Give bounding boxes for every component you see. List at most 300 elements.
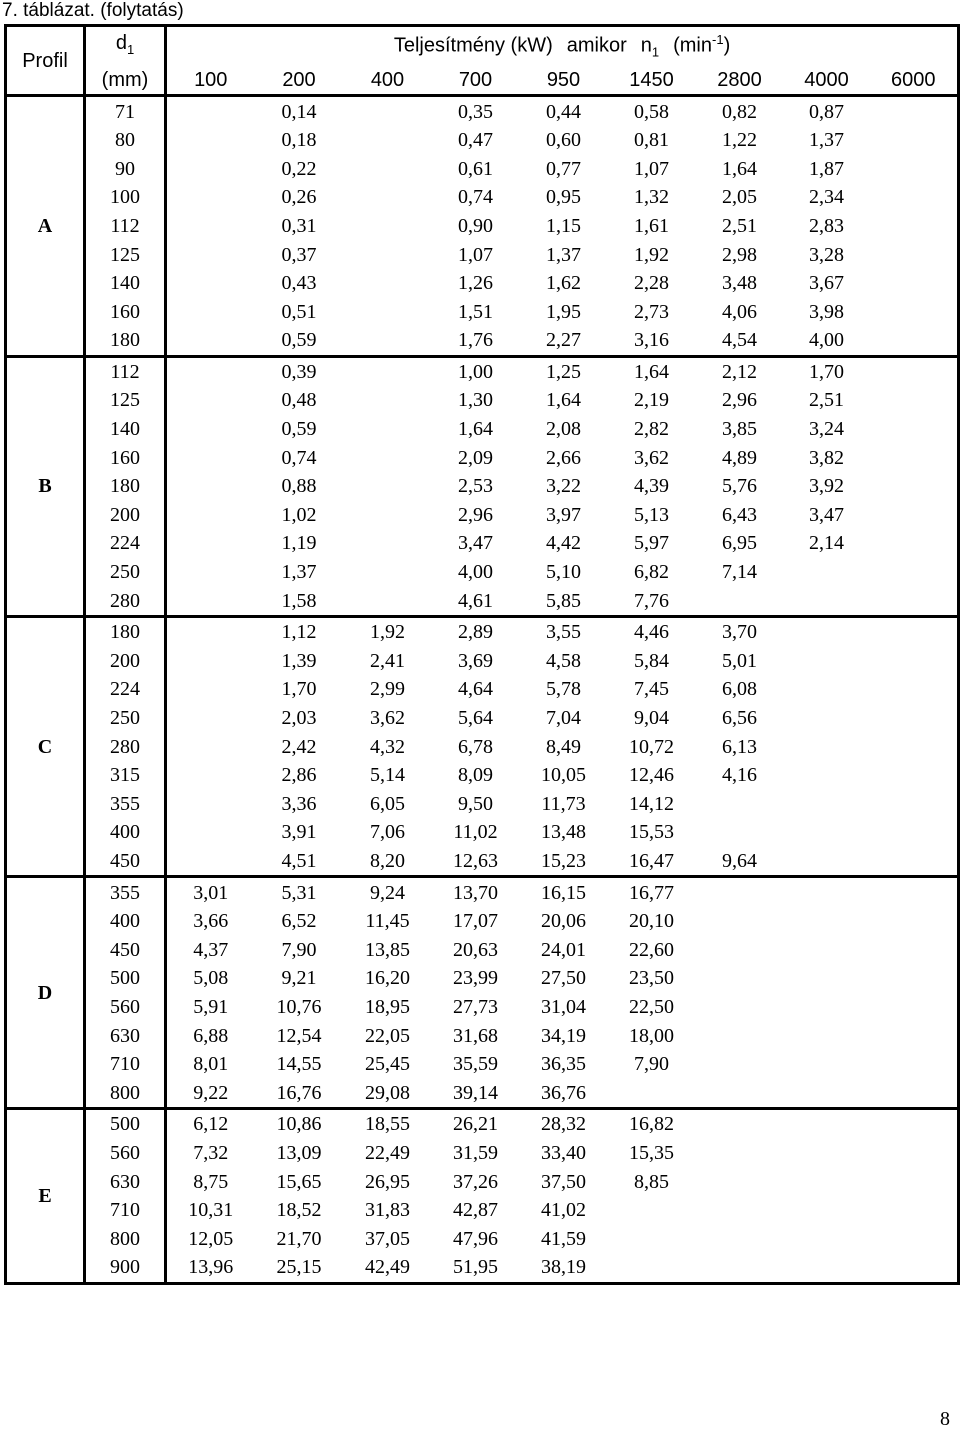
power-cell: 6,52: [281, 910, 317, 933]
power-cell: [166, 297, 255, 326]
power-cell: [344, 126, 432, 155]
power-cell: 6,78: [458, 735, 493, 758]
speed-header: 400: [370, 68, 405, 91]
power-cell: 5,97: [634, 532, 669, 555]
power-cell: [870, 1224, 959, 1253]
power-cell: 22,05: [365, 1024, 410, 1047]
header-row-2: [6, 66, 959, 96]
power-cell: 8,75: [193, 1170, 229, 1193]
power-cell: 7,90: [281, 938, 317, 961]
power-cell: 1,25: [520, 356, 608, 386]
power-cell: 5,85: [546, 589, 581, 612]
table-caption: 7. táblázat. (folytatás): [2, 0, 184, 21]
power-cell: [784, 790, 870, 819]
power-cell: [166, 472, 255, 501]
diameter-cell: 180: [85, 616, 166, 646]
power-cell: 7,45: [634, 678, 669, 701]
power-cell: [344, 586, 432, 616]
power-cell: [344, 558, 432, 587]
power-cell: 3,24: [809, 418, 844, 441]
profile-label: C: [6, 616, 85, 876]
power-cell: 10,72: [629, 735, 674, 758]
power-cell: 2,03: [281, 707, 317, 730]
speed-header: 950: [546, 68, 581, 91]
power-cell: 1,15: [546, 214, 581, 237]
power-cell: 0,81: [634, 129, 669, 152]
power-cell: 12,05: [188, 1227, 234, 1250]
power-cell: 13,48: [541, 821, 586, 844]
power-cell: [696, 1050, 784, 1079]
power-cell: [784, 993, 870, 1022]
power-cell: [870, 1167, 959, 1196]
table-row: [6, 558, 959, 587]
power-cell: 6,08: [722, 678, 757, 701]
power-cell: 4,54: [722, 329, 757, 352]
power-cell: 0,74: [458, 186, 493, 209]
power-cell: [166, 704, 255, 733]
power-cell: 26,95: [365, 1170, 410, 1193]
power-cell: 11,73: [541, 792, 586, 815]
table-row: [6, 154, 959, 183]
table-row: [6, 529, 959, 558]
power-cell: 31,59: [453, 1141, 498, 1164]
power-cell: [344, 356, 432, 386]
power-cell: 6,95: [722, 532, 757, 555]
power-cell: 1,70: [784, 356, 870, 386]
power-cell: 31,68: [453, 1024, 498, 1047]
power-cell: 2,96: [458, 503, 493, 526]
power-cell: 13,96: [166, 1253, 255, 1283]
power-cell: [166, 501, 255, 530]
diameter-cell: 710: [85, 1196, 166, 1225]
table-row: [6, 907, 959, 936]
power-cell: 2,98: [722, 243, 757, 266]
power-cell: 1,64: [458, 418, 493, 441]
power-cell: [696, 877, 784, 907]
profile-label: E: [6, 1109, 85, 1284]
power-cell: 3,70: [696, 616, 784, 646]
power-cell: 35,59: [453, 1053, 498, 1076]
power-cell: [166, 847, 255, 877]
power-cell: [870, 240, 959, 269]
power-cell: 42,49: [344, 1253, 432, 1283]
power-cell: [344, 472, 432, 501]
power-cell: 20,06: [541, 910, 586, 933]
diameter-cell: 710: [85, 1050, 166, 1079]
power-cell: [166, 443, 255, 472]
power-cell: 8,49: [546, 735, 581, 758]
power-cell: [696, 907, 784, 936]
power-cell: 3,97: [546, 503, 581, 526]
power-header: Teljesítmény (kW) amikor $n_1$ $(\min^{-1})$: [166, 26, 959, 66]
power-cell: [870, 1050, 959, 1079]
diameter-cell: 500: [85, 1109, 166, 1139]
power-cell: [166, 732, 255, 761]
diameter-cell: 112: [85, 212, 166, 241]
power-cell: 15,65: [276, 1170, 322, 1193]
power-cell: 1,39: [281, 649, 317, 672]
table-row: [6, 1253, 959, 1283]
diameter-cell: 125: [85, 386, 166, 415]
power-cell: 16,15: [520, 877, 608, 907]
power-cell: 5,01: [722, 649, 757, 672]
power-cell: 6,12: [166, 1109, 255, 1139]
power-cell: 16,82: [608, 1109, 696, 1139]
power-cell: 2,41: [370, 649, 405, 672]
power-cell: [166, 154, 255, 183]
power-cell: [870, 297, 959, 326]
table-row: [6, 472, 959, 501]
table-row: [6, 647, 959, 676]
diameter-cell: 71: [85, 96, 166, 126]
power-cell: 37,26: [453, 1170, 498, 1193]
power-cell: [870, 1196, 959, 1225]
diameter-cell: 450: [85, 847, 166, 877]
power-cell: 1,51: [458, 300, 493, 323]
power-cell: 37,05: [365, 1227, 410, 1250]
power-cell: 5,14: [370, 764, 405, 787]
power-cell: 1,95: [546, 300, 581, 323]
power-cell: [608, 1253, 696, 1283]
power-cell: 15,23: [541, 849, 586, 872]
power-cell: 41,02: [541, 1199, 586, 1222]
power-cell: 1,61: [634, 214, 669, 237]
power-cell: 2,51: [809, 389, 844, 412]
power-cell: [870, 993, 959, 1022]
power-cell: [696, 935, 784, 964]
table-row: [6, 818, 959, 847]
power-cell: 5,08: [193, 967, 229, 990]
diameter-cell: 200: [85, 501, 166, 530]
power-cell: [784, 818, 870, 847]
power-cell: 0,22: [281, 157, 317, 180]
power-cell: 6,05: [370, 792, 405, 815]
power-cell: 9,21: [281, 967, 317, 990]
diameter-cell: 280: [85, 586, 166, 616]
table-row: [6, 443, 959, 472]
power-cell: 7,32: [193, 1141, 229, 1164]
power-cell: [870, 704, 959, 733]
power-cell: 2,19: [634, 389, 669, 412]
table-row: [6, 1139, 959, 1168]
power-cell: [784, 1224, 870, 1253]
power-cell: 47,96: [453, 1227, 498, 1250]
diameter-cell: 250: [85, 704, 166, 733]
power-cell: [344, 529, 432, 558]
table-row: [6, 675, 959, 704]
power-cell: [166, 675, 255, 704]
power-cell: [784, 558, 870, 587]
power-cell: 0,74: [281, 446, 317, 469]
diameter-cell: 400: [85, 818, 166, 847]
d1-header: $d_1$: [85, 26, 166, 66]
power-cell: [870, 907, 959, 936]
power-cell: [784, 1021, 870, 1050]
table-row: [6, 326, 959, 356]
power-cell: 23,99: [453, 967, 498, 990]
power-cell: 24,01: [541, 938, 586, 961]
power-cell: [784, 616, 870, 646]
power-cell: [784, 704, 870, 733]
power-cell: 5,13: [634, 503, 669, 526]
power-cell: [344, 501, 432, 530]
power-cell: 37,50: [541, 1170, 586, 1193]
power-cell: [344, 443, 432, 472]
power-cell: 51,95: [432, 1253, 520, 1283]
power-cell: 9,22: [193, 1081, 229, 1104]
power-cell: 12,46: [629, 764, 674, 787]
table-row: [6, 732, 959, 761]
table-row: [6, 935, 959, 964]
power-cell: 31,83: [365, 1199, 410, 1222]
power-cell: 26,21: [432, 1109, 520, 1139]
table-row: [6, 1196, 959, 1225]
power-cell: [870, 443, 959, 472]
power-cell: 4,51: [281, 849, 317, 872]
table-row: [6, 183, 959, 212]
power-cell: 3,16: [634, 329, 669, 352]
power-cell: 4,37: [193, 938, 229, 961]
power-cell: [344, 96, 432, 126]
power-cell: 1,64: [608, 356, 696, 386]
power-cell: 2,09: [458, 446, 493, 469]
table-row: [6, 96, 959, 126]
header-row-1: [6, 26, 959, 66]
table-row: [6, 212, 959, 241]
power-cell: [784, 1078, 870, 1108]
power-cell: 1,07: [458, 243, 493, 266]
power-cell: 4,06: [722, 300, 757, 323]
table-row: [6, 240, 959, 269]
power-cell: [696, 1139, 784, 1168]
power-cell: [784, 732, 870, 761]
power-cell: 3,69: [458, 649, 493, 672]
power-cell: 0,26: [281, 186, 317, 209]
power-cell: [870, 183, 959, 212]
power-cell: 3,62: [634, 446, 669, 469]
speed-header: 700: [458, 68, 493, 91]
power-cell: [166, 415, 255, 444]
power-cell: 4,46: [608, 616, 696, 646]
power-cell: 18,00: [629, 1024, 674, 1047]
power-cell: 10,86: [255, 1109, 344, 1139]
power-cell: 2,42: [281, 735, 317, 758]
table-row: [6, 386, 959, 415]
diameter-cell: 80: [85, 126, 166, 155]
power-cell: [344, 269, 432, 298]
table-row: [6, 1021, 959, 1050]
power-cell: 20,63: [453, 938, 498, 961]
power-cell: [784, 1139, 870, 1168]
power-cell: [696, 790, 784, 819]
diameter-cell: 280: [85, 732, 166, 761]
power-cell: [166, 96, 255, 126]
table-row: [6, 297, 959, 326]
power-cell: 1,92: [344, 616, 432, 646]
power-cell: 2,89: [432, 616, 520, 646]
power-cell: [608, 1078, 696, 1108]
power-cell: [784, 847, 870, 877]
power-cell: 3,01: [166, 877, 255, 907]
profil-header: Profil: [6, 26, 85, 96]
power-cell: 1,62: [546, 272, 581, 295]
power-cell: [784, 907, 870, 936]
power-cell: 1,64: [546, 389, 581, 412]
power-cell: 5,64: [458, 707, 493, 730]
diameter-cell: 560: [85, 1139, 166, 1168]
power-cell: 8,01: [193, 1053, 229, 1076]
power-cell: 3,36: [281, 792, 317, 815]
power-cell: 0,44: [520, 96, 608, 126]
power-cell: [870, 96, 959, 126]
power-cell: [166, 326, 255, 356]
power-cell: [608, 1196, 696, 1225]
diameter-cell: 90: [85, 154, 166, 183]
power-cell: 3,67: [809, 272, 844, 295]
power-cell: 18,55: [344, 1109, 432, 1139]
power-cell: [166, 386, 255, 415]
power-cell: 3,47: [458, 532, 493, 555]
power-cell: 2,51: [722, 214, 757, 237]
power-cell: 2,66: [546, 446, 581, 469]
power-cell: 29,08: [365, 1081, 410, 1104]
power-cell: [344, 386, 432, 415]
diameter-cell: 400: [85, 907, 166, 936]
power-cell: 4,61: [458, 589, 493, 612]
table-row: [6, 704, 959, 733]
power-cell: 2,99: [370, 678, 405, 701]
power-cell: [166, 356, 255, 386]
power-cell: [166, 558, 255, 587]
power-cell: [344, 297, 432, 326]
speed-header: 2800: [717, 68, 762, 91]
power-cell: 13,09: [276, 1141, 322, 1164]
power-cell: 8,20: [370, 849, 405, 872]
table-row: [6, 1167, 959, 1196]
power-cell: 28,32: [520, 1109, 608, 1139]
power-cell: 0,59: [281, 418, 317, 441]
power-cell: 22,49: [365, 1141, 410, 1164]
power-cell: 18,95: [365, 995, 410, 1018]
table-row: [6, 993, 959, 1022]
power-cell: [784, 1196, 870, 1225]
power-cell: 3,22: [546, 475, 581, 498]
power-cell: 25,45: [365, 1053, 410, 1076]
diameter-cell: 315: [85, 761, 166, 790]
power-cell: 5,10: [546, 561, 581, 584]
power-cell: 0,60: [546, 129, 581, 152]
power-cell: 18,52: [276, 1199, 322, 1222]
speed-header: 200: [282, 68, 316, 91]
power-cell: 7,76: [634, 589, 669, 612]
power-cell: 12,54: [276, 1024, 322, 1047]
profile-label: A: [6, 96, 85, 356]
power-cell: [870, 1253, 959, 1283]
power-cell: 15,53: [629, 821, 674, 844]
power-cell: [870, 616, 959, 646]
power-cell: 3,47: [809, 503, 844, 526]
power-cell: 2,73: [634, 300, 669, 323]
power-cell: 0,37: [281, 243, 317, 266]
power-cell: 7,14: [722, 561, 757, 584]
power-cell: 1,37: [546, 243, 581, 266]
table-row: [6, 616, 959, 646]
power-cell: 1,26: [458, 272, 493, 295]
power-cell: 2,96: [722, 389, 757, 412]
power-cell: [870, 935, 959, 964]
table-row: [6, 1078, 959, 1108]
diameter-cell: 450: [85, 935, 166, 964]
power-cell: 22,60: [629, 938, 674, 961]
power-cell: [166, 126, 255, 155]
power-cell: [166, 818, 255, 847]
power-cell: 25,15: [255, 1253, 344, 1283]
power-cell: [784, 935, 870, 964]
power-cell: 0,82: [696, 96, 784, 126]
diameter-cell: 180: [85, 326, 166, 356]
power-cell: 0,59: [281, 329, 317, 352]
power-cell: [870, 154, 959, 183]
diameter-cell: 140: [85, 269, 166, 298]
power-cell: [696, 586, 784, 616]
power-cell: 16,77: [608, 877, 696, 907]
power-cell: 1,12: [255, 616, 344, 646]
power-cell: [696, 993, 784, 1022]
power-cell: [696, 818, 784, 847]
power-cell: 1,00: [432, 356, 520, 386]
power-cell: 4,00: [809, 329, 844, 352]
diameter-cell: 630: [85, 1167, 166, 1196]
power-cell: 1,58: [281, 589, 317, 612]
power-cell: 10,05: [541, 764, 586, 787]
speed-header: 1450: [629, 68, 674, 91]
power-cell: 39,14: [453, 1081, 498, 1104]
power-cell: 6,13: [722, 735, 757, 758]
power-cell: 1,37: [281, 561, 317, 584]
power-cell: [870, 790, 959, 819]
power-cell: 5,78: [546, 678, 581, 701]
power-cell: 2,28: [634, 272, 669, 295]
table-row: [6, 1050, 959, 1079]
table-row: [6, 964, 959, 993]
diameter-cell: 112: [85, 356, 166, 386]
power-cell: 2,83: [809, 214, 844, 237]
diameter-cell: 355: [85, 877, 166, 907]
page-number: 8: [940, 1408, 950, 1430]
power-cell: 11,45: [365, 910, 410, 933]
power-cell: [696, 1224, 784, 1253]
power-cell: [870, 501, 959, 530]
power-cell: 1,64: [722, 157, 757, 180]
power-cell: 0,39: [255, 356, 344, 386]
power-cell: [784, 647, 870, 676]
power-cell: [784, 964, 870, 993]
power-cell: 16,20: [365, 967, 410, 990]
power-cell: 0,47: [458, 129, 493, 152]
power-cell: 0,77: [546, 157, 581, 180]
power-cell: 6,56: [722, 707, 757, 730]
power-cell: [166, 616, 255, 646]
power-cell: 17,07: [453, 910, 498, 933]
power-cell: 2,27: [546, 329, 581, 352]
power-cell: [870, 212, 959, 241]
power-cell: 1,32: [634, 186, 669, 209]
power-cell: [870, 415, 959, 444]
diameter-cell: 224: [85, 675, 166, 704]
power-cell: 0,14: [255, 96, 344, 126]
power-cell: [784, 761, 870, 790]
power-cell: 2,08: [546, 418, 581, 441]
